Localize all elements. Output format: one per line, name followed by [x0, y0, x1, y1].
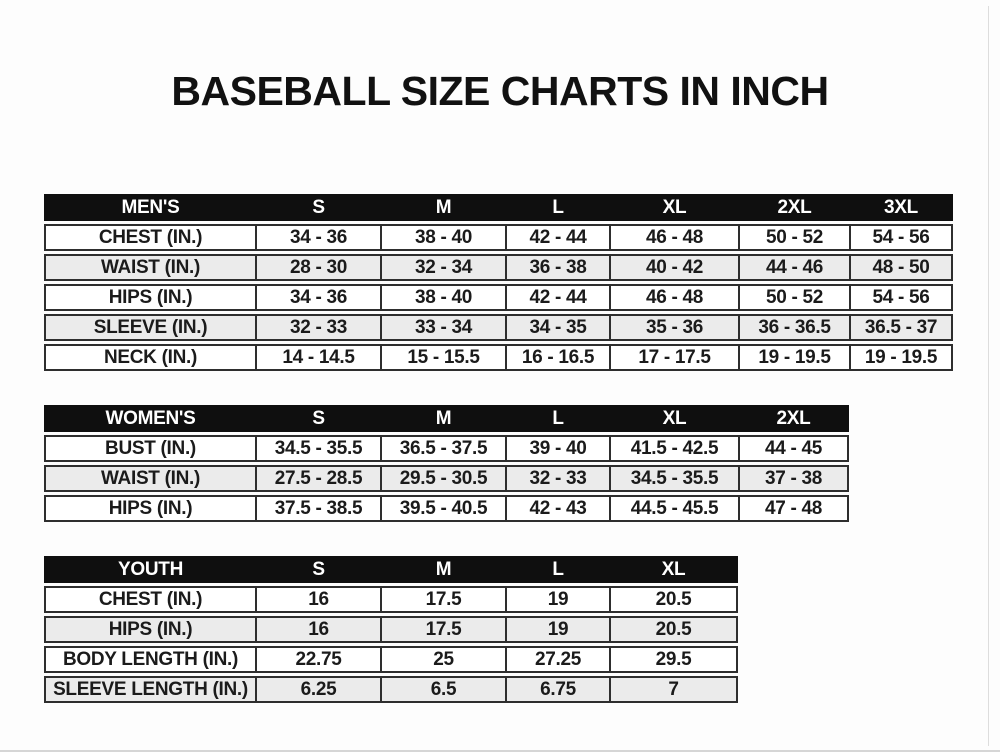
size-value-cell: 16 - 16.5	[505, 344, 609, 371]
header-row	[44, 556, 738, 583]
table-row	[44, 435, 849, 462]
size-value-cell: 42 - 44	[505, 224, 609, 251]
size-value-cell: 27.5 - 28.5	[255, 465, 380, 492]
header-cell-size-3xl: 3XL	[849, 194, 953, 221]
row-label: WAIST (IN.)	[44, 465, 255, 492]
size-value-cell: 36.5 - 37	[849, 314, 953, 341]
table-row	[44, 646, 738, 673]
row-label: CHEST (IN.)	[44, 586, 255, 613]
size-value-cell: 6.25	[255, 676, 380, 703]
header-cell-size-l: L	[505, 194, 609, 221]
size-value-cell: 16	[255, 586, 380, 613]
table-row	[44, 586, 738, 613]
size-value-cell: 41.5 - 42.5	[609, 435, 738, 462]
youth-size-table	[44, 553, 738, 706]
size-value-cell: 54 - 56	[849, 224, 953, 251]
size-value-cell: 34 - 36	[255, 224, 380, 251]
row-label: HIPS (IN.)	[44, 495, 255, 522]
size-value-cell: 46 - 48	[609, 224, 738, 251]
size-value-cell: 34 - 35	[505, 314, 609, 341]
youth-table-title: YOUTH	[44, 556, 255, 583]
table-row	[44, 465, 849, 492]
size-value-cell: 39.5 - 40.5	[380, 495, 505, 522]
size-value-cell: 35 - 36	[609, 314, 738, 341]
size-value-cell: 20.5	[609, 586, 738, 613]
header-row	[44, 405, 849, 432]
table-row	[44, 616, 738, 643]
size-value-cell: 38 - 40	[380, 284, 505, 311]
tables-container	[44, 191, 1000, 706]
table-row	[44, 344, 953, 371]
size-value-cell: 17.5	[380, 616, 505, 643]
size-value-cell: 34.5 - 35.5	[255, 435, 380, 462]
header-cell-size-xl: XL	[609, 194, 738, 221]
table-row	[44, 676, 738, 703]
row-label: HIPS (IN.)	[44, 284, 255, 311]
table-row	[44, 495, 849, 522]
scan-artifact-right-line	[988, 6, 989, 746]
header-cell-size-l: L	[505, 405, 609, 432]
size-value-cell: 47 - 48	[738, 495, 849, 522]
size-value-cell: 40 - 42	[609, 254, 738, 281]
size-value-cell: 54 - 56	[849, 284, 953, 311]
table-row	[44, 254, 953, 281]
size-value-cell: 34.5 - 35.5	[609, 465, 738, 492]
womens-size-table	[44, 402, 849, 525]
row-label: WAIST (IN.)	[44, 254, 255, 281]
size-value-cell: 50 - 52	[738, 224, 849, 251]
size-value-cell: 7	[609, 676, 738, 703]
header-row	[44, 194, 953, 221]
size-value-cell: 33 - 34	[380, 314, 505, 341]
size-value-cell: 20.5	[609, 616, 738, 643]
size-value-cell: 19	[505, 616, 609, 643]
size-value-cell: 36.5 - 37.5	[380, 435, 505, 462]
row-label: BODY LENGTH (IN.)	[44, 646, 255, 673]
size-value-cell: 6.5	[380, 676, 505, 703]
header-cell-size-m: M	[380, 556, 505, 583]
size-value-cell: 25	[380, 646, 505, 673]
row-label: NECK (IN.)	[44, 344, 255, 371]
size-value-cell: 16	[255, 616, 380, 643]
row-label: BUST (IN.)	[44, 435, 255, 462]
size-value-cell: 19 - 19.5	[738, 344, 849, 371]
size-value-cell: 32 - 33	[505, 465, 609, 492]
size-value-cell: 28 - 30	[255, 254, 380, 281]
size-value-cell: 27.25	[505, 646, 609, 673]
size-value-cell: 37.5 - 38.5	[255, 495, 380, 522]
size-value-cell: 46 - 48	[609, 284, 738, 311]
row-label: HIPS (IN.)	[44, 616, 255, 643]
header-cell-size-l: L	[505, 556, 609, 583]
size-value-cell: 6.75	[505, 676, 609, 703]
size-value-cell: 39 - 40	[505, 435, 609, 462]
header-cell-size-s: S	[255, 556, 380, 583]
header-cell-size-2xl: 2XL	[738, 405, 849, 432]
size-value-cell: 17.5	[380, 586, 505, 613]
size-value-cell: 38 - 40	[380, 224, 505, 251]
header-cell-size-m: M	[380, 194, 505, 221]
row-label: SLEEVE LENGTH (IN.)	[44, 676, 255, 703]
size-value-cell: 36 - 36.5	[738, 314, 849, 341]
header-cell-size-m: M	[380, 405, 505, 432]
size-value-cell: 42 - 44	[505, 284, 609, 311]
size-value-cell: 29.5 - 30.5	[380, 465, 505, 492]
mens-size-table	[44, 191, 953, 374]
size-value-cell: 34 - 36	[255, 284, 380, 311]
row-label: CHEST (IN.)	[44, 224, 255, 251]
size-value-cell: 14 - 14.5	[255, 344, 380, 371]
size-value-cell: 42 - 43	[505, 495, 609, 522]
header-cell-size-xl: XL	[609, 405, 738, 432]
table-row	[44, 314, 953, 341]
size-value-cell: 17 - 17.5	[609, 344, 738, 371]
size-value-cell: 44 - 46	[738, 254, 849, 281]
size-value-cell: 32 - 33	[255, 314, 380, 341]
size-value-cell: 22.75	[255, 646, 380, 673]
row-label: SLEEVE (IN.)	[44, 314, 255, 341]
header-cell-size-s: S	[255, 405, 380, 432]
size-value-cell: 32 - 34	[380, 254, 505, 281]
page-title: BASEBALL SIZE CHARTS IN INCH	[171, 68, 829, 114]
size-value-cell: 36 - 38	[505, 254, 609, 281]
size-value-cell: 19 - 19.5	[849, 344, 953, 371]
size-value-cell: 19	[505, 586, 609, 613]
size-value-cell: 15 - 15.5	[380, 344, 505, 371]
mens-table-title: MEN'S	[44, 194, 255, 221]
size-value-cell: 37 - 38	[738, 465, 849, 492]
size-value-cell: 29.5	[609, 646, 738, 673]
table-row	[44, 284, 953, 311]
size-value-cell: 44.5 - 45.5	[609, 495, 738, 522]
size-value-cell: 48 - 50	[849, 254, 953, 281]
header-cell-size-2xl: 2XL	[738, 194, 849, 221]
womens-table-title: WOMEN'S	[44, 405, 255, 432]
size-value-cell: 50 - 52	[738, 284, 849, 311]
size-value-cell: 44 - 45	[738, 435, 849, 462]
table-row	[44, 224, 953, 251]
header-cell-size-s: S	[255, 194, 380, 221]
header-cell-size-xl: XL	[609, 556, 738, 583]
